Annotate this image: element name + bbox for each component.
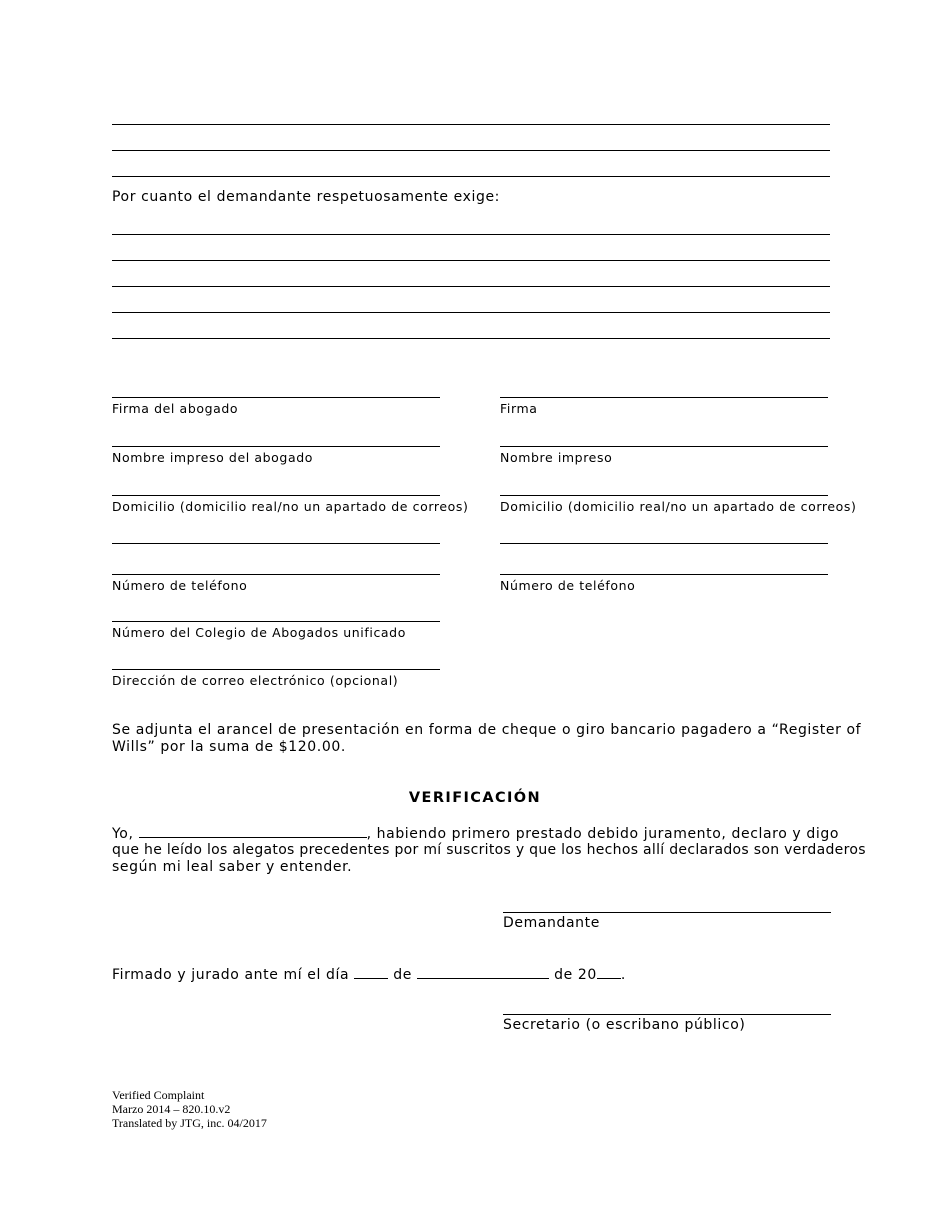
party-phone-line[interactable]: [500, 574, 828, 575]
sworn-text-2: de: [388, 967, 418, 983]
blank-line[interactable]: [112, 312, 830, 313]
attorney-bar-number-label: Número del Colegio de Abogados unificado: [112, 625, 406, 640]
day-blank[interactable]: [354, 966, 388, 979]
clerk-signature-line[interactable]: [503, 1014, 831, 1015]
demand-intro: Por cuanto el demandante respetuosamente exige:: [112, 189, 500, 205]
attorney-signature-label: Firma del abogado: [112, 401, 239, 416]
attorney-phone-line[interactable]: [112, 574, 440, 575]
party-name-line[interactable]: [500, 446, 828, 447]
declarant-name-blank[interactable]: [139, 825, 367, 838]
plaintiff-signature-line[interactable]: [503, 912, 831, 913]
party-signature-label: Firma: [500, 401, 538, 416]
blank-line[interactable]: [112, 260, 830, 261]
party-phone-label: Número de teléfono: [500, 578, 636, 593]
verification-line-1-start: Yo,: [112, 826, 139, 842]
sworn-text-3: de 20: [549, 967, 597, 983]
party-address-line[interactable]: [500, 495, 828, 496]
fee-line-2: Wills” por la suma de $120.00.: [112, 739, 346, 755]
party-address-line-2[interactable]: [500, 543, 828, 544]
attorney-phone-label: Número de teléfono: [112, 578, 248, 593]
plaintiff-label: Demandante: [503, 915, 600, 931]
attorney-signature-line[interactable]: [112, 397, 440, 398]
attorney-name-label: Nombre impreso del abogado: [112, 450, 314, 465]
blank-line[interactable]: [112, 124, 830, 125]
attorney-email-line[interactable]: [112, 669, 440, 670]
sworn-text-4: .: [620, 967, 626, 983]
blank-line[interactable]: [112, 286, 830, 287]
attorney-address-line[interactable]: [112, 495, 440, 496]
year-blank[interactable]: [597, 966, 621, 979]
blank-line[interactable]: [112, 338, 830, 339]
footer-line-2: Marzo 2014 – 820.10.v2: [112, 1102, 231, 1116]
blank-line[interactable]: [112, 176, 830, 177]
attorney-bar-number-line[interactable]: [112, 621, 440, 622]
clerk-label: Secretario (o escribano público): [503, 1017, 746, 1033]
month-blank[interactable]: [417, 966, 549, 979]
blank-line[interactable]: [112, 234, 830, 235]
party-name-label: Nombre impreso: [500, 450, 613, 465]
party-address-label: Domicilio (domicilio real/no un apartado de correos): [500, 499, 857, 514]
footer-line-3: Translated by JTG, inc. 04/2017: [112, 1116, 267, 1130]
attorney-address-label: Domicilio (domicilio real/no un apartado de correos): [112, 499, 469, 514]
fee-line-1: Se adjunta el arancel de presentación en forma de cheque o giro bancario pagadero a “Register of: [112, 722, 862, 738]
attorney-name-line[interactable]: [112, 446, 440, 447]
sworn-text-1: Firmado y jurado ante mí el día: [112, 967, 355, 983]
verification-heading: VERIFICACIÓN: [408, 790, 542, 806]
attorney-address-line-2[interactable]: [112, 543, 440, 544]
attorney-email-label: Dirección de correo electrónico (opcional): [112, 673, 399, 688]
blank-line[interactable]: [112, 150, 830, 151]
verification-line-3: según mi leal saber y entender.: [112, 859, 353, 875]
footer-line-1: Verified Complaint: [112, 1088, 205, 1102]
sworn-statement: [112, 966, 626, 983]
verification-line-1-end: , habiendo primero prestado debido juramento, declaro y digo: [366, 826, 839, 842]
party-signature-line[interactable]: [500, 397, 828, 398]
verification-line-2: que he leído los alegatos precedentes por mí suscritos y que los hechos allí declarados son verdaderos: [112, 842, 866, 858]
verification-line-1: [112, 825, 839, 842]
